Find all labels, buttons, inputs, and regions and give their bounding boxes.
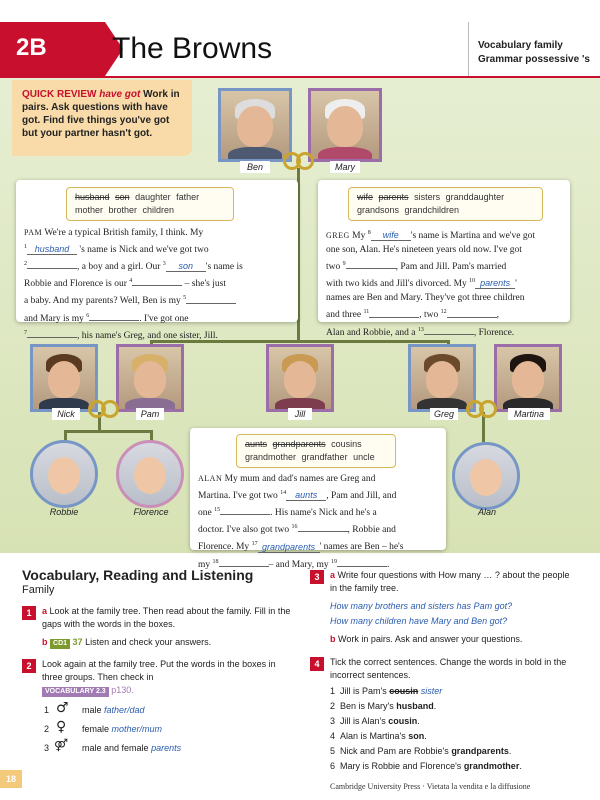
e2-item-label: male and female <box>82 743 149 753</box>
greg-paragraph: GREG My $^8$ wife 's name is Martina and we've got one son, Alan. He's nineteen years old now. I've got two $^9$ , Pam and Jill. Pam's married with two kids and Jill's divorced. My $^{10}$ parents ' names are Ben and Mary. They've got three children and three $^{11}$ , two $^{12}$ , Alan and Robbie, and a $^{13}$ , Florence. <box>326 230 535 338</box>
quick-review-box <box>12 80 192 156</box>
gap-7[interactable] <box>27 337 77 338</box>
exercise-1-number: 1 <box>22 606 36 620</box>
pam-line: . I've got one <box>139 313 189 324</box>
e2-item-num: 1 <box>44 705 50 715</box>
footer-text: Cambridge University Press · Vietata la vendita e la diffusione <box>330 782 531 791</box>
page-number: 18 <box>0 770 22 788</box>
vocabulary-tag[interactable]: VOCABULARY 2.3 <box>42 687 109 697</box>
e4-bold: husband <box>396 701 434 711</box>
alan-line: , Robbie and <box>347 525 396 536</box>
lesson-title: The Browns <box>112 32 273 65</box>
greg-line: Alan and Robbie, and a <box>326 327 416 338</box>
e4-item-4: 4 Alan is Martina's son. <box>330 731 427 741</box>
gap-3[interactable]: son <box>166 261 206 272</box>
e2-item-answer: mother/mum <box>111 724 163 734</box>
exercise-1a: a Look at the family tree. Then read about the family. Fill in the gaps with the words in the boxes. <box>42 606 291 629</box>
e4-item-6: 6 Mary is Robbie and Florence's grandmother. <box>330 761 522 771</box>
e4-item-5: 5 Nick and Pam are Robbie's grandparents. <box>330 746 512 756</box>
exercise-4-number: 4 <box>310 657 324 671</box>
e4-item-3: 3 Jill is Alan's cousin. <box>330 716 420 726</box>
gap-19[interactable] <box>337 566 387 567</box>
pam-word-box: husband son daughter father mother brother children <box>66 187 234 221</box>
photo-florence <box>116 440 184 508</box>
e4-bold: grandmother <box>463 761 520 771</box>
pam-line: a baby. And my parents? Well, Ben is my <box>24 296 181 307</box>
greg-line: one son, Alan. He's nineteen years old now. I've got <box>326 245 522 256</box>
exercise-4: Tick the correct sentences. Change the words in bold in the incorrect sentences. <box>330 657 567 680</box>
female-symbol-icon: ♀ <box>56 719 67 735</box>
photo-robbie <box>30 440 98 508</box>
gap-10[interactable]: parents <box>475 278 515 289</box>
pam-line: , his name's Greg, and one sister, Jill. <box>77 330 218 341</box>
greg-line: with two kids and Jill's divorced. My <box>326 279 467 290</box>
gap-4[interactable] <box>132 285 182 286</box>
wedding-rings-icon <box>88 398 122 420</box>
section-subtitle: Family <box>22 584 55 596</box>
e4-pre: Jill is Pam's <box>340 686 387 696</box>
exercise-3a: a Write four questions with How many … ? about the people in the family tree. <box>330 570 570 593</box>
e2-item-answer: parents <box>151 743 182 753</box>
alan-line: one <box>198 508 212 519</box>
photo-mary <box>308 88 382 162</box>
e2-item-label: female <box>82 724 110 734</box>
gap-11[interactable] <box>369 317 419 318</box>
gap-9[interactable] <box>346 268 396 269</box>
gap-8[interactable]: wife <box>371 230 411 241</box>
word-husband: husband <box>75 192 110 202</box>
pam-line: 's name is <box>205 262 243 273</box>
gap-14[interactable]: aunts <box>286 490 326 501</box>
greg-line: ' <box>515 279 517 290</box>
quick-review-topic: have got <box>99 89 141 100</box>
exercise-3-example-2: How many children have Mary and Ben got? <box>330 616 508 626</box>
pam-line: 's name is Nick and we've got two <box>79 245 209 256</box>
exercise-1b-text: Listen and check your answers. <box>85 637 212 647</box>
e4-post: . <box>417 716 420 726</box>
gap-12[interactable] <box>447 317 497 318</box>
photo-alan <box>452 442 520 510</box>
greg-line: , two <box>419 310 439 321</box>
gap-16[interactable] <box>298 531 348 532</box>
page-reference[interactable]: p130. <box>111 685 134 695</box>
gap-6[interactable] <box>89 320 139 321</box>
e2-item-1 <box>82 705 145 715</box>
e2-item-answer: father/dad <box>104 705 145 715</box>
greg-line: 's name is Martina and we've got <box>410 231 535 242</box>
exercise-3-example-1: How many brothers and sisters has Pam got? <box>330 601 513 611</box>
e4-item-2: 2 Ben is Mary's husband. <box>330 701 437 711</box>
exercise-2-text: Look again at the family tree. Put the words in the boxes in three groups. Then check in <box>42 659 276 682</box>
gap-13[interactable] <box>424 334 474 335</box>
exercise-3a-text: Write four questions with How many … ? about the people in the family tree. <box>330 570 570 593</box>
grammar-focus: Grammar possessive 's <box>478 54 590 65</box>
e2-item-label: male <box>82 705 102 715</box>
greg-line: My <box>352 231 366 242</box>
gap-2[interactable] <box>27 268 77 269</box>
tree-line <box>64 430 152 433</box>
e4-post: . <box>519 761 522 771</box>
e2-item-num: 2 <box>44 724 50 734</box>
name-robbie: Robbie <box>49 507 79 517</box>
greg-words-row2: grandsons grandchildren <box>357 205 460 215</box>
e4-pre: Nick and Pam are Robbie's <box>340 746 449 756</box>
pam-line: and Mary is my <box>24 313 84 324</box>
word-son: son <box>115 192 130 202</box>
gap-5[interactable] <box>186 303 236 304</box>
quick-review-label: QUICK REVIEW <box>22 89 97 100</box>
e4-post: . <box>433 701 437 711</box>
greg-line: , Pam and Jill. Pam's married <box>395 262 507 273</box>
exercise-3b-text: Work in pairs. Ask and answer your questions. <box>338 634 523 644</box>
exercise-2-number: 2 <box>22 659 36 673</box>
e4-pre: Mary is Robbie and Florence's <box>340 761 462 771</box>
name-nick: Nick <box>52 408 80 420</box>
exercise-2 <box>42 658 292 697</box>
e4-pre: Jill is Alan's <box>340 716 386 726</box>
greg-line: , Florence. <box>473 327 515 338</box>
pam-line: We're a typical British family, I think. My <box>44 228 204 238</box>
e4-post: . <box>508 746 512 756</box>
e4-pre: Alan is Martina's <box>340 731 406 741</box>
gap-17[interactable]: grandparents <box>258 542 320 553</box>
track-number: 37 <box>72 637 83 647</box>
greg-line: and three <box>326 310 362 321</box>
e4-bold: son <box>408 731 425 741</box>
e4-post: . <box>424 731 427 741</box>
e2-item-num: 3 <box>44 743 50 753</box>
e4-correction: sister <box>420 686 443 696</box>
alan-paragraph: ALAN My mum and dad's names are Greg and Martina. I've got two $^{14}$ aunts , Pam and Jill, and one $^{15}$ . His name's Nick and he's a doctor. I've also got two $^{16}$ , Robbie and Florence. My $^{17}$ grandparents ' names are Ben – he's my $^{18}$ – and Mary, my $^{19}$ . <box>198 474 404 570</box>
name-martina: Martina <box>508 408 550 420</box>
alan-line: My mum and dad's names are Greg and <box>224 474 376 484</box>
exercise-3b: b Work in pairs. Ask and answer your questions. <box>330 634 523 644</box>
name-florence: Florence <box>133 507 169 517</box>
speaker-greg: GREG <box>326 231 350 241</box>
e4-bold: grandparents <box>451 746 509 756</box>
e4-pre: Ben is Mary's <box>340 701 394 711</box>
alan-line: . His name's Nick and he's a <box>270 508 377 519</box>
photo-pam <box>116 344 184 412</box>
name-jill: Jill <box>288 408 312 420</box>
speaker-pam: PAM <box>24 228 43 237</box>
photo-ben <box>218 88 292 162</box>
greg-line: names are Ben and Mary. They've got three children <box>326 293 525 304</box>
quick-review-text: Work in pairs. Ask questions with have got. Find five things you've got but your partner hasn't got. <box>22 89 180 139</box>
alan-line: ' names are Ben – he's <box>319 542 404 553</box>
wedding-rings-icon <box>283 150 317 172</box>
pam-words-row2: mother brother children <box>75 205 175 215</box>
e2-item-2 <box>82 724 162 734</box>
exercise-3-number: 3 <box>310 570 324 584</box>
cd-badge: CD1 <box>50 639 70 649</box>
alan-line: Martina. I've got two <box>198 491 278 502</box>
photo-martina <box>494 344 562 412</box>
alan-line: doctor. I've also got two <box>198 525 290 536</box>
name-pam: Pam <box>136 408 164 420</box>
alan-line: – and Mary, my <box>268 559 329 570</box>
section-title: Vocabulary, Reading and Listening <box>22 567 254 583</box>
alan-words-row2: grandmother grandfather uncle <box>245 452 375 462</box>
pam-line: , a boy and a girl. Our <box>77 262 161 273</box>
pam-line: Robbie and Florence is our <box>24 279 127 290</box>
alan-line: , Pam and Jill, and <box>326 491 397 502</box>
male-symbol-icon: ♂ <box>56 700 69 716</box>
pam-line: – she's just <box>184 279 226 290</box>
alan-word-box: aunts grandparents cousins grandmother grandfather uncle <box>236 434 396 468</box>
name-mary: Mary <box>330 161 360 173</box>
e2-item-3 <box>82 743 181 753</box>
photo-jill <box>266 344 334 412</box>
exercise-1a-text: Look at the family tree. Then read about the family. Fill in the gaps with the words in the boxes. <box>42 606 291 629</box>
male-female-symbol-icon: ⚤ <box>54 738 69 752</box>
e4-bold: cousin <box>388 716 418 726</box>
name-alan: Alan <box>477 507 496 517</box>
e4-bold: cousin <box>389 686 419 696</box>
wedding-rings-icon <box>466 398 500 420</box>
greg-word-box: wife parents sisters granddaughter grandsons grandchildren <box>348 187 543 221</box>
greg-line: two <box>326 262 341 273</box>
gap-1[interactable]: husband <box>27 244 77 255</box>
name-ben: Ben <box>240 161 270 173</box>
alan-line: Florence. My <box>198 542 250 553</box>
pam-paragraph: PAM We're a typical British family, I think. My $^1$ husband 's name is Nick and we've got two $^2$ , a boy and a girl. Our $^3$ son 's name is Robbie and Florence is our $^4$ – she's just a baby. And my parents? Well, Ben is my $^5$ and Mary is my $^6$ . I've got one $^7$ , his name's Greg, and one sister, Jill. <box>24 228 243 341</box>
e4-item-1: 1 Jill is Pam's cousin sister <box>330 686 443 696</box>
vocabulary-focus: Vocabulary family <box>478 40 563 51</box>
lesson-number: 2B <box>16 34 47 61</box>
name-greg: Greg <box>430 408 458 420</box>
exercise-1b: b CD1 37 Listen and check your answers. <box>42 637 212 647</box>
gap-15[interactable] <box>220 514 270 515</box>
alan-line: my <box>198 559 211 570</box>
speaker-alan: ALAN <box>198 474 223 483</box>
